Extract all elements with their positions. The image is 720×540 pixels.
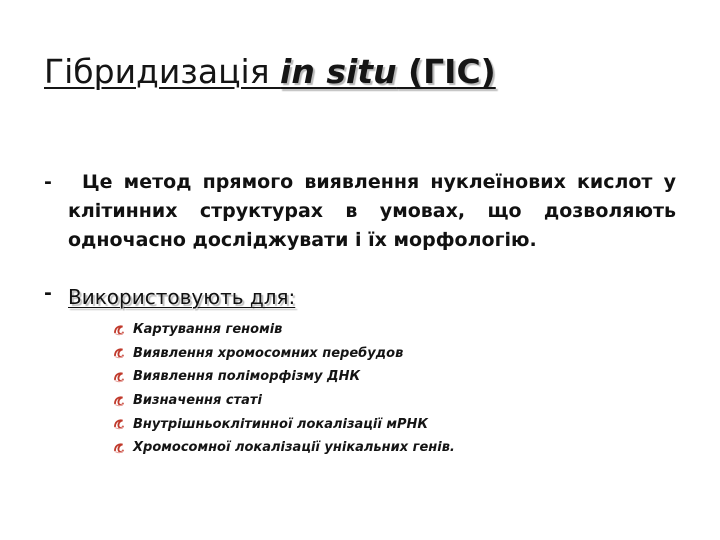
swirl-bullet-icon (113, 442, 125, 454)
bullet-dash: - (44, 282, 52, 304)
bullet-dash: - (44, 171, 52, 193)
title-abbreviation: (ГІС) (396, 52, 496, 91)
list-item-label: Хромосомної локалізації унікальних генів. (133, 440, 455, 456)
slide-title (44, 52, 496, 92)
uses-list (113, 318, 455, 460)
list-item-label: Виявлення хромосомних перебудов (133, 345, 404, 361)
list-item (113, 436, 455, 460)
title-emphasis (280, 52, 496, 91)
swirl-bullet-icon (113, 371, 125, 383)
swirl-bullet-icon (113, 418, 125, 430)
list-item (113, 365, 455, 389)
list-item-label: Визначення статі (133, 393, 262, 409)
bullet-definition (44, 168, 676, 255)
list-item (113, 389, 455, 413)
swirl-bullet-icon (113, 324, 125, 336)
list-item (113, 412, 455, 436)
list-item-label: Внутрішньоклітинної локалізації мРНК (133, 416, 429, 432)
list-item (113, 342, 455, 366)
swirl-bullet-icon (113, 347, 125, 359)
title-in-situ: in situ (280, 52, 397, 91)
swirl-bullet-icon (113, 395, 125, 407)
bullet-uses (44, 282, 296, 309)
list-item-label: Виявлення поліморфізму ДНК (133, 369, 361, 385)
uses-heading: Використовують для: (68, 285, 296, 309)
list-item-label: Картування геномів (133, 322, 283, 338)
title-plain: Гібридизація (44, 52, 281, 91)
list-item (113, 318, 455, 342)
definition-text: Це метод прямого виявлення нуклеїнових кислот у клітинних структурах в умовах, що дозволяють одночасно досліджувати і їх морфологію. (68, 171, 676, 251)
